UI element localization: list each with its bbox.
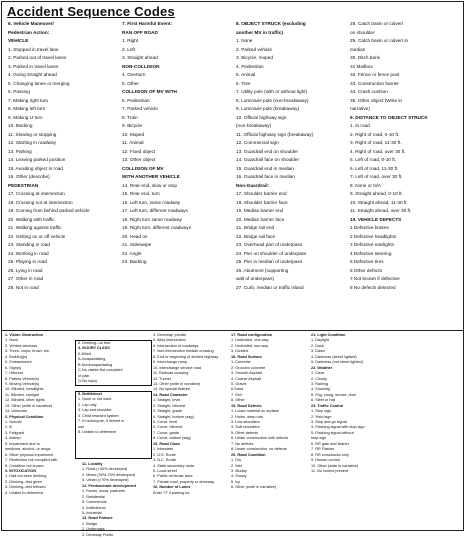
code-item: 7. Restriction not complied with bbox=[5, 458, 58, 463]
code-item: 1. Straight, level bbox=[153, 398, 181, 403]
code-item: 2. Residential bbox=[82, 494, 106, 499]
code-item: 1. None bbox=[5, 338, 19, 343]
code-item: 31 Mailbox bbox=[350, 63, 373, 69]
section-heading: 2. Physical Condition bbox=[5, 414, 44, 419]
section-heading: 23. Traffic Control bbox=[311, 403, 344, 408]
code-item: 6 Other defects bbox=[350, 267, 383, 273]
code-item: 9. Interchange ramp bbox=[153, 360, 187, 365]
code-item: 6. Left of road, 11-30 ft. bbox=[350, 165, 399, 171]
code-item: 2. Holes, deep ruts bbox=[231, 414, 263, 419]
code-item: 5. Embankment bbox=[5, 360, 32, 365]
code-item: 11. Official highway sign (breakaway) bbox=[236, 131, 314, 137]
section-heading: 22. Weather bbox=[311, 365, 333, 370]
code-item: 2. Right of road, 0-10 ft. bbox=[350, 131, 400, 137]
code-item: 5. Local street bbox=[153, 468, 177, 473]
code-item: 2. Parked vehicle bbox=[236, 46, 272, 52]
code-item: 5. Left of road, 0-10 ft. bbox=[350, 157, 397, 162]
code-item: 5. Industrial bbox=[82, 510, 102, 515]
code-item: 23. Overhead part of underpass bbox=[236, 242, 303, 247]
code-item: 9. Human control bbox=[311, 458, 340, 463]
code-item: 17. Shoulder barrier end bbox=[236, 191, 287, 196]
locality-development-feature-section bbox=[82, 462, 152, 538]
code-item: 25. Playing in road bbox=[8, 259, 47, 264]
section-heading: 4. INJURY CLASS bbox=[78, 346, 110, 351]
code-item: 7. Non-intersection median crossing bbox=[153, 349, 214, 354]
code-item: 29. Catch basin or culvert in bbox=[350, 38, 409, 43]
code-item: 5. Darkness (not street lighted) bbox=[311, 360, 363, 365]
section-heading: 14. Road Character bbox=[153, 392, 188, 397]
code-item: 8. Other bbox=[231, 398, 245, 403]
code-item: 3 Defective rearlights bbox=[350, 242, 395, 247]
code-item: 1. Concrete bbox=[231, 360, 251, 365]
code-item: 17. Crossing at intersection bbox=[8, 191, 65, 196]
code-item: 3. Parked in travel lanes bbox=[8, 63, 59, 69]
code-item: 4. Overturn bbox=[122, 72, 146, 77]
code-item: 3. Fatigued bbox=[5, 430, 24, 435]
code-item: 13. Other (write in narrative) bbox=[153, 381, 201, 386]
code-item: 1. Had not been drinking bbox=[5, 474, 47, 479]
code-item: 5. Changing lanes or merging bbox=[8, 80, 70, 86]
code-item: 16. Left turn, same roadway bbox=[122, 199, 181, 205]
code-item: 8. None or N/A bbox=[350, 182, 382, 188]
code-item: 32. Fence or fence post bbox=[350, 72, 400, 77]
code-item: wall of underpass) bbox=[236, 276, 275, 281]
code-item: 5. Flashing signal without bbox=[311, 430, 354, 435]
vision-physical-intoxication-section bbox=[5, 333, 77, 496]
code-item: (non-breakaway) bbox=[236, 123, 272, 128]
code-item: 9. Straight ahead, 0-10 ft. bbox=[350, 191, 403, 196]
code-item: 1. Interstate bbox=[153, 447, 174, 452]
code-item: 22. Getting on or off vehicle bbox=[8, 233, 66, 239]
section-heading: 8. OBJECT STRUCK (excluding bbox=[236, 21, 306, 26]
code-item: 3. Divided bbox=[231, 349, 248, 354]
vehicle-maneuver-section bbox=[8, 20, 120, 292]
code-item: 24. Pier on shoulder of underpass bbox=[236, 250, 307, 256]
section-heading: WITH ANOTHER VEHICLE bbox=[122, 174, 180, 179]
code-item: 19. Coming from behind parked vehicle bbox=[8, 208, 90, 213]
code-item: 6. Passing bbox=[8, 89, 30, 94]
code-item: 6. Other physical impairment bbox=[5, 452, 54, 457]
code-item: 9. Moving Vehicle(s) bbox=[5, 381, 40, 386]
code-item: 4. Flashing signal with stop sign bbox=[311, 425, 365, 430]
road-character-class-section bbox=[153, 333, 228, 496]
code-item: 2. Wet bbox=[231, 463, 242, 468]
code-item: 1. Normal bbox=[5, 420, 22, 424]
distance-and-defects-section bbox=[350, 20, 462, 292]
code-item: 4. Pedestrian bbox=[236, 63, 264, 69]
code-item: 5. Impairment due to bbox=[5, 441, 40, 446]
code-item: 27. Curb, median or traffic island bbox=[236, 284, 304, 290]
code-item: 3. Low shoulders bbox=[231, 420, 260, 424]
section-divider bbox=[2, 330, 463, 331]
section-heading: 1. Vision Obstruction bbox=[5, 333, 44, 337]
code-item: 5. Icy bbox=[231, 479, 241, 484]
code-item: 3. Smooth Asphalt bbox=[231, 371, 262, 376]
code-item: 7. Making right turn bbox=[8, 97, 49, 103]
code-item: 24. Working in road bbox=[8, 250, 49, 256]
road-configuration-surface-section bbox=[231, 333, 308, 491]
code-item: 4 Defective steering bbox=[350, 250, 392, 256]
code-item: 7. If motorcycle, if helmet in bbox=[78, 419, 125, 424]
code-item: 4. Darkness (street lighted) bbox=[311, 354, 357, 359]
code-item: 7. RR Flasher bbox=[311, 447, 335, 452]
code-item: 2. Grooved concrete bbox=[231, 365, 266, 370]
code-item: 5. Animal bbox=[236, 72, 256, 77]
belt-helmet-box bbox=[75, 391, 152, 459]
code-item: 15. Avoiding object in road bbox=[8, 165, 63, 171]
section-heading: 5. BeltHelmet bbox=[78, 392, 103, 396]
code-item: 8. End or beginning of divided highway bbox=[153, 354, 219, 359]
code-item: 5 Defective tires bbox=[350, 259, 384, 264]
code-item: 13. Guardrail end on shoulder bbox=[236, 148, 299, 154]
code-item: 14. Guardrail face on shoulder bbox=[236, 157, 300, 162]
code-item: 4. Snowing bbox=[311, 387, 330, 392]
code-item: 28. Catch basin or culvert bbox=[350, 21, 404, 26]
code-item: 2. Drinking--test given bbox=[5, 479, 42, 484]
code-item: 10. Moped bbox=[122, 131, 145, 137]
code-item: 27. Other in road bbox=[8, 276, 44, 281]
code-item: 6. Under construction with defects bbox=[231, 436, 289, 441]
code-item: 6. Pedestrian bbox=[122, 97, 150, 103]
section-heading: 10. VEHICLE DEFECTS bbox=[350, 216, 402, 222]
code-item: 9. Making U-turn bbox=[8, 114, 43, 120]
section-heading: NON-COLLISION bbox=[122, 63, 160, 69]
code-item: 3. Raining bbox=[311, 381, 329, 386]
code-item: 34. Crash cushion bbox=[350, 89, 388, 94]
code-item: 7. Left of road, over 30 ft. bbox=[350, 174, 403, 179]
section-heading: 9. DISTANCE TO OBJECT STRUCK bbox=[350, 114, 428, 120]
code-item: 9. Luminaire pole (breakaway) bbox=[236, 106, 300, 111]
code-item: 15. Guardrail end in median bbox=[236, 165, 294, 171]
code-item: 25. Pier in median of underpass bbox=[236, 259, 303, 264]
code-item: 14. Rear-end, slow or stop bbox=[122, 182, 177, 188]
code-item: 1. Dry bbox=[231, 458, 242, 463]
code-item: 12. Tunnel bbox=[153, 376, 171, 381]
code-item: 12. Commercial sign bbox=[236, 140, 279, 145]
code-item: 3. Bicycle, moped bbox=[236, 55, 273, 60]
code-item: 1. Bridge bbox=[82, 521, 98, 526]
code-item: 1. Rural (<30% developed) bbox=[82, 467, 128, 472]
code-item: 5. Curve, level bbox=[153, 420, 178, 424]
code-item: 22. Angle bbox=[122, 250, 142, 256]
code-item: 6. Tree bbox=[236, 80, 251, 86]
code-item: 5. Fog, smog, smoke, dust bbox=[311, 392, 356, 397]
section-heading: 16. Number of Lanes bbox=[153, 485, 191, 490]
code-item: 11. Slowing or stopping bbox=[8, 131, 57, 137]
code-item: 15. Rear end, turn bbox=[122, 191, 160, 196]
code-item: 2. Straight, hillcrest bbox=[153, 403, 186, 408]
code-item: 7. Parked vehicle bbox=[122, 106, 158, 111]
code-item: 20. Walking with traffic bbox=[8, 216, 55, 222]
code-item: 14. No special feature bbox=[153, 387, 190, 392]
code-item: 3. Muddy bbox=[231, 468, 247, 473]
code-item: 7. Soil bbox=[231, 392, 242, 397]
code-item: C-No visible But complaint bbox=[78, 368, 123, 373]
code-item: 4. Driveway, private bbox=[153, 333, 187, 337]
code-item: 4. State secondary route bbox=[153, 463, 195, 468]
code-item: 2. Undivided, two-way bbox=[231, 343, 269, 348]
page-title: Accident Sequence Codes bbox=[7, 4, 175, 19]
code-item: 1. None or not used bbox=[78, 397, 112, 402]
code-item: A-Incapacitating bbox=[78, 357, 106, 362]
code-item: 6. Intersection of roadways bbox=[153, 343, 199, 348]
code-item: 5. Alley intersection bbox=[153, 338, 186, 343]
injury-class-box bbox=[75, 340, 152, 386]
code-item: 1. Loose material on surface bbox=[231, 409, 279, 414]
code-item: 20. Head on bbox=[122, 233, 148, 239]
code-item: 8. Making left turn bbox=[8, 106, 46, 111]
code-item: 4. Unable to determine bbox=[5, 490, 44, 495]
code-item: 1. Stop sign bbox=[311, 409, 332, 414]
code-item: 4. Building(s) bbox=[5, 354, 28, 359]
code-item: 23. Backing bbox=[122, 259, 147, 264]
code-item: 2 Defective headlights bbox=[350, 233, 397, 239]
code-item: 8. RR crossbucks only bbox=[311, 452, 349, 457]
code-item: stop sign bbox=[311, 436, 327, 441]
code-item: 2. Left bbox=[122, 46, 136, 52]
code-item: 10. Official highway sign bbox=[236, 114, 287, 120]
code-item: 8. Curve, bottom (sag) bbox=[153, 436, 191, 441]
code-item: 35. Other object (Write in bbox=[350, 97, 403, 103]
code-item: 6. Public vehicular area bbox=[153, 474, 193, 479]
code-item: 9. Bicycle bbox=[122, 123, 143, 128]
code-item: 2. Mixed (30%-70% developed) bbox=[82, 472, 135, 477]
section-heading: 19. Road Defects bbox=[231, 403, 262, 408]
code-item: 4. Asleep bbox=[5, 436, 21, 441]
code-item: 1. Farms, wood, pastures bbox=[82, 489, 125, 494]
code-item: 8. Condition not known bbox=[5, 463, 44, 468]
code-item: 19. Right turn, different roadways bbox=[122, 225, 191, 230]
code-item: 3. Commercial bbox=[82, 500, 107, 505]
section-heading: RAN OFF ROAD bbox=[122, 29, 158, 35]
section-heading: Non-Guardrail: bbox=[236, 182, 270, 188]
code-item: 10. Backing bbox=[8, 123, 33, 128]
code-item: 21. Walking against traffic bbox=[8, 225, 62, 230]
section-heading: 6. Vehicle Maneuver/ bbox=[8, 21, 54, 26]
code-item: 6. Other (write in narrative) bbox=[231, 485, 277, 490]
code-item: 3. Trees, crops, brush, etc. bbox=[5, 349, 50, 354]
code-item: 26. Lying in road bbox=[8, 267, 43, 273]
code-item: 3. Right of road, 11-30 ft. bbox=[350, 140, 402, 145]
section-heading: 20. Road Condition bbox=[231, 452, 266, 457]
section-heading: COLLISION OF MV bbox=[122, 165, 164, 171]
code-item: 7 Not known if defective bbox=[350, 276, 400, 281]
code-item: 6. Drinking--no test bbox=[78, 341, 111, 345]
code-item: 1 Defective brakes bbox=[350, 225, 389, 230]
code-item: 4. Coarse Asphalt bbox=[231, 376, 261, 381]
section-heading: another MV in traffic) bbox=[236, 29, 283, 35]
code-item: 23. Standing in road bbox=[8, 242, 50, 247]
code-item: 18. Crossing not at intersection bbox=[8, 199, 73, 205]
code-item: 16. Other (describe) bbox=[8, 174, 50, 179]
code-item: 10. Interchange service road bbox=[153, 365, 202, 370]
code-item: 6. RR gate and flasher bbox=[311, 441, 349, 446]
code-item: 1. Right bbox=[122, 38, 139, 43]
section-heading: 15. Road Class bbox=[153, 441, 181, 446]
code-item: 6. Curve, hillcrest bbox=[153, 425, 183, 430]
code-item: 12. Starting in roadway bbox=[8, 140, 56, 145]
code-item: 1. Daylight bbox=[311, 338, 329, 343]
code-item: 10. Straight ahead, 11-30 ft. bbox=[350, 199, 408, 205]
code-item: 33. Construction barrier bbox=[350, 80, 399, 86]
code-item: 11. Railroad crossing bbox=[153, 371, 189, 376]
code-item: narrative) bbox=[350, 106, 370, 111]
code-item: 1. None bbox=[236, 38, 253, 43]
object-struck-section bbox=[236, 20, 348, 292]
section-heading: 3. INTOXICATION bbox=[5, 468, 37, 473]
code-item: 8. Unable to determine bbox=[78, 430, 117, 435]
code-item: 3. Straight, grade bbox=[153, 409, 183, 414]
code-item: 2. Dusk bbox=[311, 343, 324, 348]
accident-sequence-codes-sheet bbox=[1, 1, 464, 537]
code-item: 28. Not in road bbox=[8, 284, 39, 290]
code-item: 11. Blinded, sunlight bbox=[5, 392, 39, 397]
code-item: 3. N.C. Route bbox=[153, 458, 177, 463]
code-item: 19. Median barrier end bbox=[236, 208, 284, 213]
code-item: B-Nonincapacitating bbox=[78, 362, 112, 367]
code-item: 10. Other (write in narrative) bbox=[311, 463, 359, 468]
section-heading: 12. Predominant development bbox=[82, 483, 137, 488]
code-item: 13. Other (write in narrative) bbox=[5, 403, 53, 408]
section-heading: 7. First Harmful Event: bbox=[122, 21, 173, 26]
code-item: 2. Yield sign bbox=[311, 414, 332, 419]
code-item: O-No injury bbox=[78, 379, 98, 384]
code-item: 8. Under construction, no defects bbox=[231, 447, 287, 452]
code-item: 7. Hillcrest bbox=[5, 371, 23, 376]
code-item: 8 No defects detected bbox=[350, 284, 396, 290]
code-item: 18. Right turn same roadway bbox=[122, 216, 182, 222]
code-item: 4. Institutional bbox=[82, 505, 106, 510]
code-item: 2. Underpass bbox=[82, 527, 105, 532]
code-item: 2. Lap only bbox=[78, 402, 97, 407]
code-item: 2. Ill bbox=[5, 425, 12, 430]
code-item: 8. Train bbox=[122, 114, 138, 120]
code-item: 8. Luminaire pole (non-breakaway) bbox=[236, 97, 309, 103]
code-item: 3. Driveway Public bbox=[82, 532, 114, 537]
code-item: 8. Parked Vehicle(s) bbox=[5, 376, 39, 381]
code-item: 1. In road bbox=[350, 123, 370, 128]
code-item: 1. Clear bbox=[311, 371, 325, 376]
code-item: of pain bbox=[78, 373, 90, 378]
code-item: 2. Vehicle windows bbox=[5, 343, 38, 348]
code-item: 2. Cloudy bbox=[311, 376, 328, 381]
code-item: Enter "0" if parking lot bbox=[153, 490, 190, 495]
code-item: 21. Bridge rail end bbox=[236, 225, 275, 230]
code-item: 3. Drinking--test refused bbox=[5, 485, 46, 490]
code-item: 5. Other bbox=[122, 80, 139, 86]
code-item: 3. Dawn bbox=[311, 349, 325, 354]
code-item: 7. Private road, property or driveway bbox=[153, 479, 215, 484]
code-item: 12. Blinded, other lights bbox=[5, 398, 45, 403]
code-item: 6.Sand bbox=[231, 387, 244, 392]
code-item: 21. Sideswipe bbox=[122, 242, 152, 247]
code-item: 20. Median barrier face bbox=[236, 216, 285, 222]
section-heading: 18. Road Surface bbox=[231, 354, 262, 359]
section-heading: 13. Road Feature bbox=[82, 516, 113, 521]
code-item: 22. Bridge rail face bbox=[236, 233, 276, 239]
light-weather-traffic-section bbox=[311, 333, 386, 474]
code-item: 4. Going straight ahead bbox=[8, 72, 57, 77]
code-item: 2. U.S. Route bbox=[153, 452, 176, 457]
code-item: 16. Guardrail face in median bbox=[236, 174, 295, 179]
code-item: 4. Snowy bbox=[231, 474, 247, 479]
code-item: 17. Left turn, different roadways bbox=[122, 208, 188, 213]
section-heading: 11. Locality bbox=[82, 462, 103, 466]
code-item: 1. Undivided, one-way bbox=[231, 338, 269, 343]
code-item: 11. Straight ahead, over 30 ft. bbox=[350, 208, 412, 213]
section-heading: 17. Road configuration bbox=[231, 333, 273, 337]
code-item: 11. Animal bbox=[122, 140, 144, 145]
code-item: 7. Curve, grade bbox=[153, 430, 180, 435]
code-item: 12. Fixed object bbox=[122, 148, 156, 154]
code-item: 7. No defects bbox=[231, 441, 254, 446]
code-item: 4. Straight, bottom (sag) bbox=[153, 414, 194, 419]
code-item: 6. Sign(s) bbox=[5, 365, 22, 370]
code-item: K-Killed bbox=[78, 351, 92, 356]
section-heading: PEDESTRIAN bbox=[8, 182, 39, 188]
section-heading: Pedestrian Action: bbox=[8, 29, 50, 35]
code-item: 30. Ditch bank bbox=[350, 55, 380, 60]
section-heading: VEHICLE bbox=[8, 38, 29, 43]
code-item: 3. Stop and go signal bbox=[311, 420, 347, 424]
code-item: 13. Parking bbox=[8, 148, 32, 154]
code-item: 26. Abutment (supporting bbox=[236, 267, 289, 273]
code-item: 7. Utility pole (with or without light) bbox=[236, 89, 308, 94]
code-item: use bbox=[78, 424, 85, 429]
code-item: 3. Urban (>70% developed) bbox=[82, 478, 129, 483]
code-item: 1. Stopped in travel lane bbox=[8, 46, 59, 52]
code-item: 4. Soft shoulders bbox=[231, 425, 260, 430]
code-item: on shoulder bbox=[350, 29, 375, 35]
code-item: 11. No control present bbox=[311, 468, 349, 473]
code-item: 14. Leaving parked position bbox=[8, 157, 66, 162]
code-item: 4. Right of road, over 30 ft. bbox=[350, 148, 406, 154]
code-item: 5. Gravel bbox=[231, 381, 247, 386]
code-item: 3. Straight ahead bbox=[122, 55, 158, 60]
code-item: 6. Sleet or hail bbox=[311, 398, 336, 403]
code-item: medicine, alcohol, or drugs bbox=[5, 447, 51, 452]
code-item: 13. Other object bbox=[122, 157, 156, 162]
code-item: 3. Lap and shoulder bbox=[78, 408, 112, 413]
code-item: 4. Child restraint system bbox=[78, 413, 119, 418]
section-heading: 21. Light Condition bbox=[311, 333, 346, 337]
code-item: 5. Other defects bbox=[231, 430, 259, 435]
code-item: 10. Blinded, headlights bbox=[5, 387, 44, 392]
first-harmful-event-section bbox=[122, 20, 234, 267]
section-heading: COLLISION OF MV WITH bbox=[122, 89, 177, 94]
code-item: median bbox=[350, 46, 366, 52]
code-item: 14. Unknown bbox=[5, 409, 28, 414]
code-item: 18. Shoulder barrier face bbox=[236, 199, 288, 205]
code-item: 2. Parked out of travel lanes bbox=[8, 55, 67, 60]
